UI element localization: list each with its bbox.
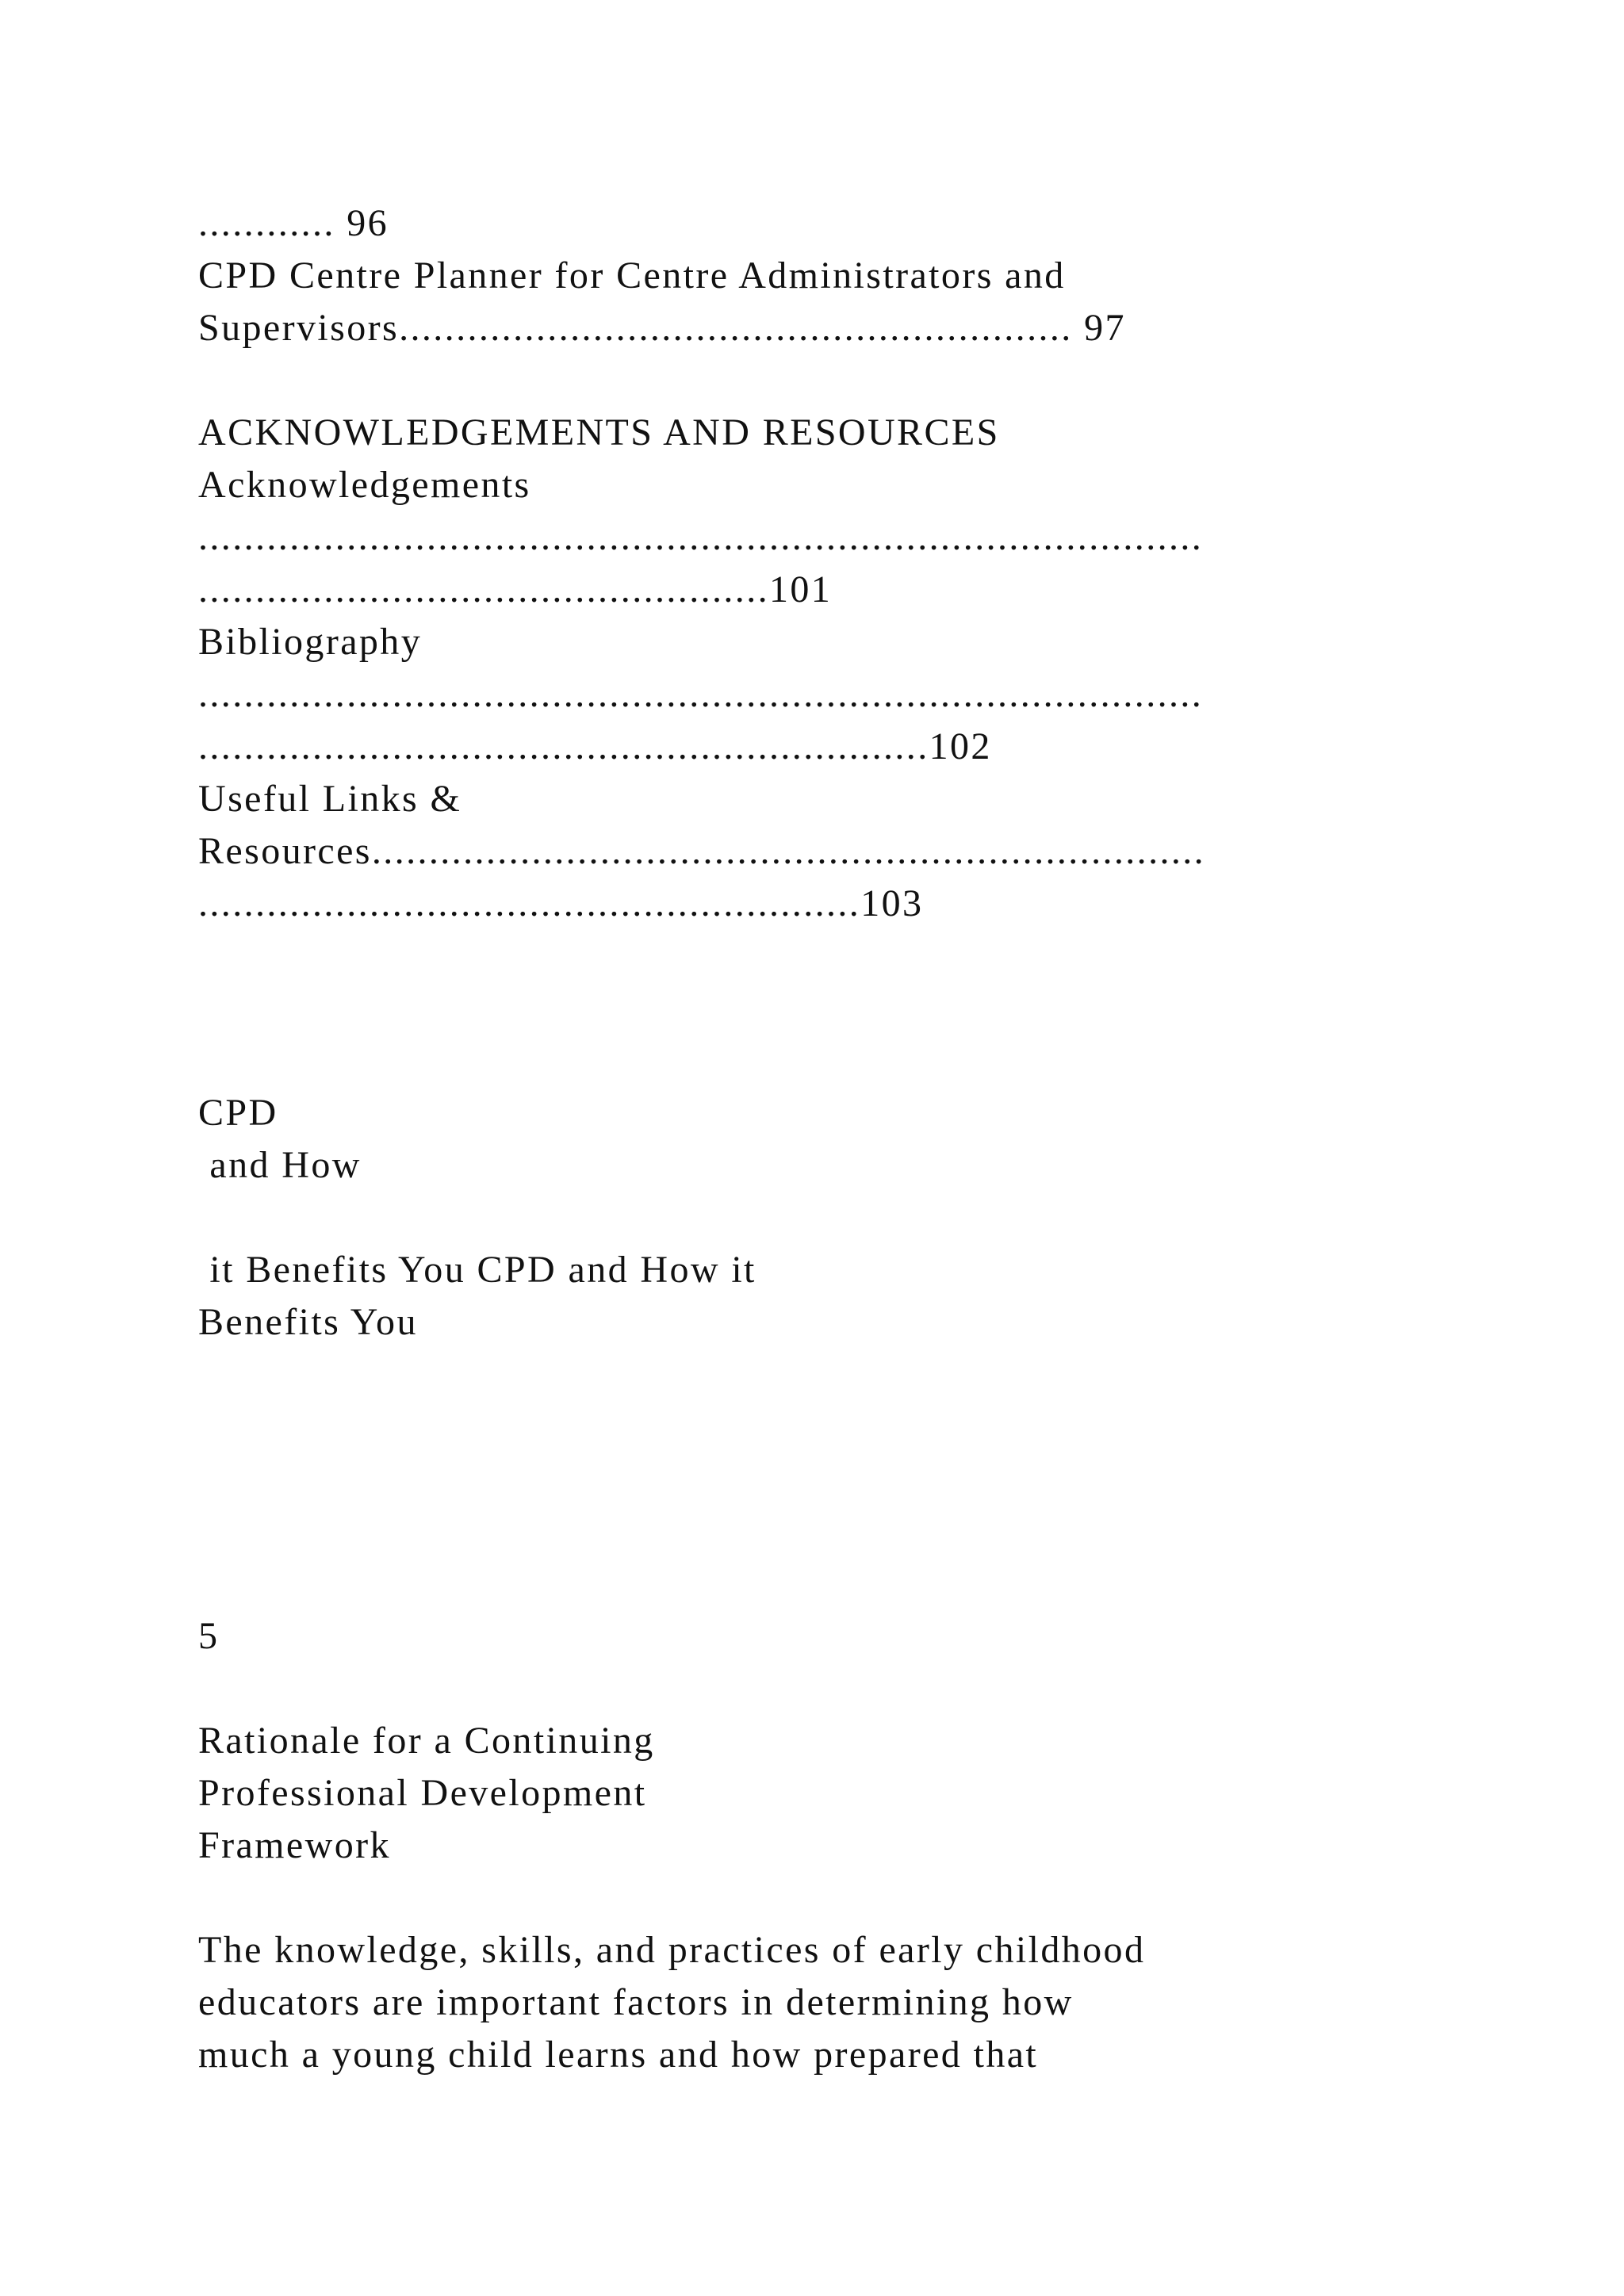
- cpd-title-line4: Benefits You: [198, 1301, 418, 1343]
- toc-entry-acknowledgements-dots2: ..................................................101: [198, 568, 833, 610]
- toc-section-heading: ACKNOWLEDGEMENTS AND RESOURCES: [198, 411, 1000, 453]
- toc-entry-cpd-planner-line1: CPD Centre Planner for Centre Administrators and: [198, 254, 1066, 297]
- toc-entry-useful-links-dots1: Resources.........................................................................: [198, 830, 1206, 872]
- toc-entry-bibliography: Bibliography: [198, 621, 423, 663]
- rationale-heading-line3: Framework: [198, 1824, 391, 1866]
- toc-entry-bibliography-dots1: ........................................................................................: [198, 673, 1204, 715]
- cpd-title-line2: and How: [198, 1144, 362, 1186]
- toc-entry-96-dots: ............ 96: [198, 202, 389, 244]
- rationale-body-line3: much a young child learns and how prepared that: [198, 2034, 1039, 2076]
- toc-entry-cpd-planner-line2: Supervisors........................................................... 97: [198, 307, 1126, 349]
- document-page: [198, 0, 1546, 2076]
- rationale-heading-line1: Rationale for a Continuing: [198, 1720, 655, 1762]
- toc-entry-bibliography-dots2: ................................................................102: [198, 725, 992, 767]
- cpd-title-line3: it Benefits You CPD and How it: [198, 1249, 756, 1291]
- page-number: 5: [198, 1615, 220, 1657]
- rationale-heading-line2: Professional Development: [198, 1772, 647, 1814]
- rationale-body-line2: educators are important factors in determining how: [198, 1981, 1074, 2023]
- toc-entry-useful-links: Useful Links &: [198, 778, 462, 820]
- rationale-body-line1: The knowledge, skills, and practices of early childhood: [198, 1929, 1146, 1971]
- toc-entry-acknowledgements-dots1: ........................................................................................: [198, 516, 1204, 558]
- cpd-title-line1: CPD: [198, 1092, 278, 1134]
- toc-entry-acknowledgements: Acknowledgements: [198, 464, 531, 506]
- toc-entry-useful-links-dots2: ..........................................................103: [198, 882, 924, 924]
